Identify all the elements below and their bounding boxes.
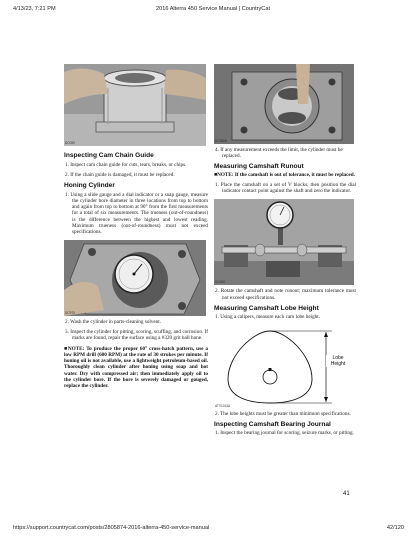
step-text: 4. If any measurement exceeds the limit, the cylinder must be replaced. [215, 147, 343, 160]
note-text: ■NOTE: To produce the proper 60° cross-hatch pattern, use a low RPM drill (600 RPM) at the rate of 30 strokes per minute. If honing oil is not available, use a lightweight petroleum-based oil. Thoroughly clean cylinder after honing using soap and hot water. Dry with compressed air; then immediately apply oil to the cylinder bore. If the bore is severely damaged or gouged, replace the cylinder. [64, 346, 208, 389]
cylinder-head-photo [214, 64, 354, 144]
figure-label: ATV1013A [215, 403, 231, 408]
lobe-height-diagram [214, 325, 354, 407]
step-text: 2. The lobe heights must be greater than minimum specifications. [215, 410, 351, 417]
heading-inspecting-camshaft-bearing-journal: Inspecting Camshaft Bearing Journal [214, 420, 331, 428]
step-text: 1. Using a calipers, measure each cam lobe height. [215, 313, 321, 320]
manual-page-number: 41 [343, 491, 350, 497]
heading-honing-cylinder: Honing Cylinder [64, 182, 115, 190]
print-page-title: 2016 Alterra 450 Service Manual | CountryCat [156, 6, 271, 12]
figure-label: DC060 [215, 280, 225, 285]
lobe-height-callout: Lobe Height [326, 355, 350, 367]
camshaft-runout-photo [214, 199, 354, 285]
step-text: 2. Wash the cylinder in parts-cleaning solvent. [65, 318, 162, 325]
figure-label: DC090 [65, 141, 75, 145]
bore-gauge-photo-graphic [64, 240, 206, 316]
print-timestamp: 4/13/23, 7:21 PM [13, 6, 56, 12]
step-text: 2. Rotate the camshaft and note runout; maximum tolerance must not exceed specifications. [215, 288, 356, 301]
figure-label: DC970 [65, 310, 75, 315]
step-text: 3. Inspect the cylinder for pitting, scoring, scuffing, and corrosion. If marks are found, repair the surface using a #320 grit ball hone. [65, 328, 208, 342]
step-text: 1. Inspect cam chain guide for cuts, tears, breaks, or chips. [65, 162, 187, 168]
step-text: 1. Place the camshaft on a set of V blocks; then position the dial indicator contact point against the shaft and zero the indicator. [215, 182, 356, 195]
bore-gauge-photo [64, 240, 206, 316]
cylinder-photo [64, 64, 206, 146]
note-text: ■NOTE: If the camshaft is out of tolerance, it must be replaced. [214, 172, 355, 179]
camshaft-runout-photo-graphic [214, 199, 354, 285]
step-text: 2. If the chain guide is damaged, it must be replaced. [65, 172, 175, 179]
heading-measuring-camshaft-runout: Measuring Camshaft Runout [214, 163, 304, 171]
heading-measuring-camshaft-lobe-height: Measuring Camshaft Lobe Height [214, 304, 319, 312]
right-column [214, 64, 356, 436]
figure-label: DC986B [215, 139, 228, 143]
step-text: 1. Using a slide gauge and a dial indicator or a snap gauge, measure the cylinder bore diameter in three locations from top to bottom and again from top to bottom at 90° from the first measurements for a total of six measurements. The trueness (out-of-roundness) is the difference between the highest and lowest reading. Maximum trueness (out-of-roundness) must not exceed specifications. [65, 192, 208, 235]
cylinder-head-photo-graphic [214, 64, 354, 144]
cylinder-photo-graphic [64, 64, 206, 146]
print-url: https://support.countrycat.com/posts/2805874-2016-alterra-450-service-manual [13, 525, 210, 531]
print-page-count: 42/120 [386, 525, 404, 531]
step-text: 1. Inspect the bearing journal for scoring, seizure marks, or pitting. [215, 429, 354, 436]
left-column [64, 64, 208, 389]
heading-inspecting-cam-chain-guide: Inspecting Cam Chain Guide [64, 152, 154, 159]
